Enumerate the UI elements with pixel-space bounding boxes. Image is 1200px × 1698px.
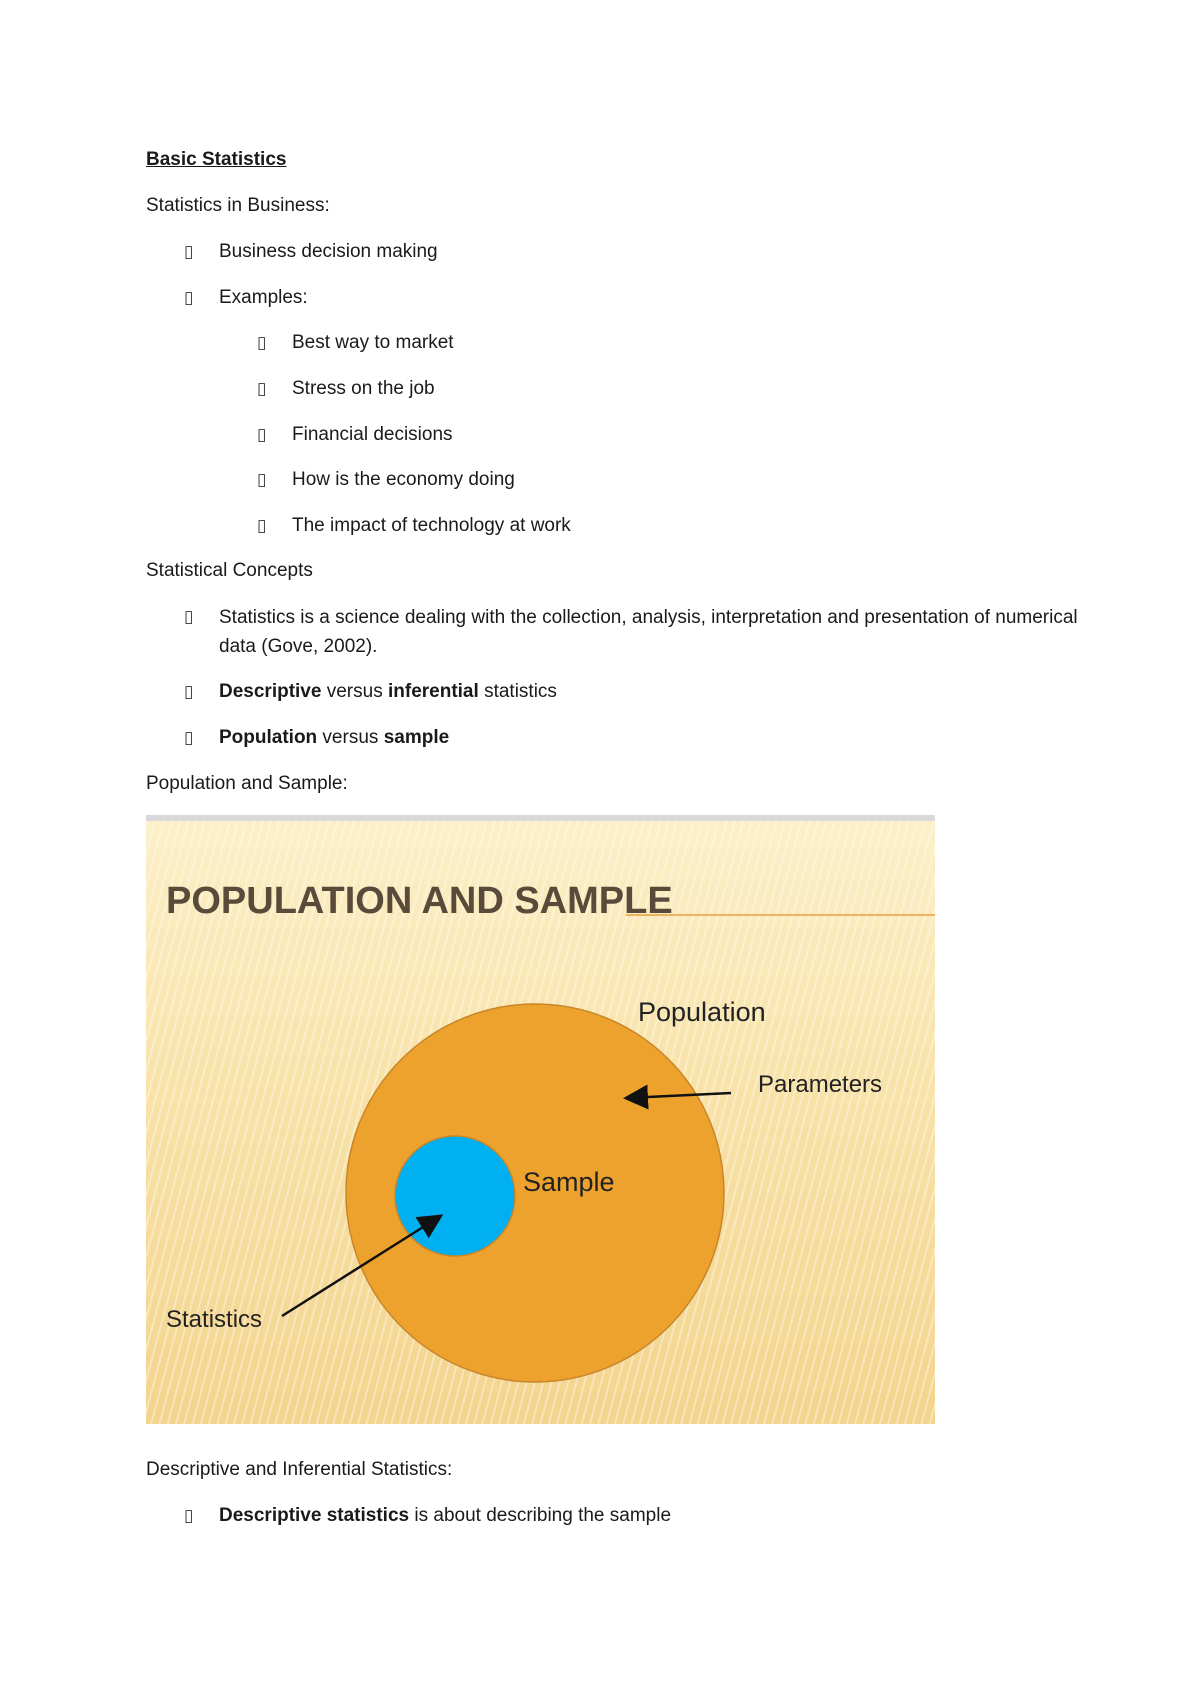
bullet-icon: ▯ bbox=[184, 1506, 194, 1525]
list-item: Population versus sample bbox=[219, 727, 450, 748]
list-item: Stress on the job bbox=[292, 378, 435, 399]
bullet-icon: ▯ bbox=[257, 425, 267, 444]
list-item: Best way to market bbox=[292, 332, 454, 353]
parameters-label: Parameters bbox=[758, 1071, 883, 1098]
bullet-icon: ▯ bbox=[184, 288, 194, 307]
bullet-icon: ▯ bbox=[184, 728, 194, 747]
bullet-icon: ▯ bbox=[257, 379, 267, 398]
list-item: The impact of technology at work bbox=[292, 515, 571, 536]
sample-label: Sample bbox=[523, 1167, 615, 1197]
population-sample-slide bbox=[146, 815, 935, 1424]
slide-title: POPULATION AND SAMPLE bbox=[166, 880, 673, 922]
bullet-icon: ▯ bbox=[184, 682, 194, 701]
bullet-icon: ▯ bbox=[257, 470, 267, 489]
bullet-icon: ▯ bbox=[184, 607, 194, 626]
document-title: Basic Statistics bbox=[146, 149, 287, 170]
bullet-icon: ▯ bbox=[257, 333, 267, 352]
bullet-icon: ▯ bbox=[257, 516, 267, 535]
statistics-label: Statistics bbox=[166, 1306, 263, 1333]
population-sample-diagram bbox=[146, 821, 935, 1424]
list-item: How is the economy doing bbox=[292, 469, 515, 490]
list-item: Examples: bbox=[219, 287, 308, 308]
concept-definition: Statistics is a science dealing with the collection, analysis, interpretation and presentation of numerical data (Gove, 2002). bbox=[219, 607, 1078, 657]
pop-sample-heading: Population and Sample: bbox=[146, 773, 348, 794]
sample-circle bbox=[395, 1136, 515, 1256]
desc-inf-heading: Descriptive and Inferential Statistics: bbox=[146, 1459, 453, 1480]
population-label: Population bbox=[638, 997, 766, 1027]
list-item: Financial decisions bbox=[292, 424, 453, 445]
list-item: Descriptive versus inferential statistics bbox=[219, 681, 557, 702]
list-item: Business decision making bbox=[219, 241, 438, 262]
list-item: Descriptive statistics is about describing the sample bbox=[219, 1505, 672, 1526]
bullet-icon: ▯ bbox=[184, 242, 194, 261]
business-heading: Statistics in Business: bbox=[146, 195, 330, 216]
concepts-heading: Statistical Concepts bbox=[146, 560, 313, 581]
